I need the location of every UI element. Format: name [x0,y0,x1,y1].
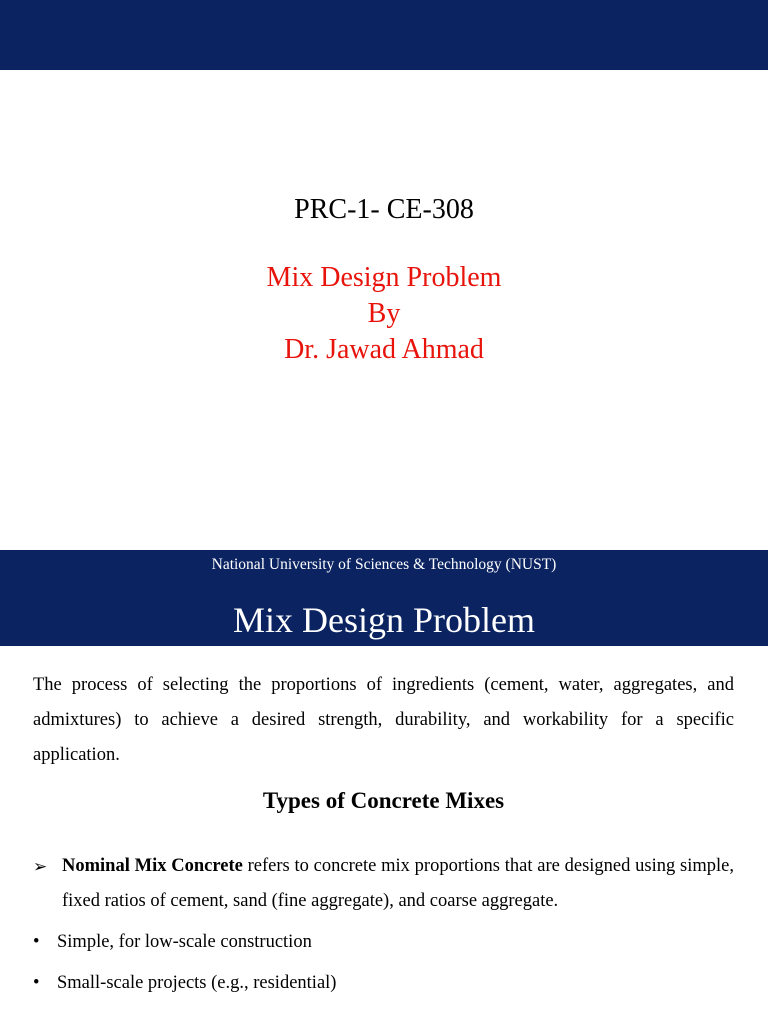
subtitle-by: By [367,298,401,329]
slide-content [33,668,734,1001]
course-code: PRC-1- CE-308 [294,194,474,225]
round-bullet-icon: • [33,932,40,952]
title-slide [0,190,768,368]
slide-header-band [0,550,768,646]
nominal-mix-item [33,849,734,919]
header-band [0,0,768,70]
subtitle-topic: Mix Design Problem [266,262,502,293]
author-name: Dr. Jawad Ahmad [284,334,484,365]
bullet-text: Simple, for low-scale construction [57,932,312,952]
section-heading: Types of Concrete Mixes [262,788,505,813]
list-item [33,925,734,960]
definition-paragraph: The process of selecting the proportions of ingredients (cement, water, aggregates, and admixtures) to achieve a desired strength, durability, and workability for a specific application. [33,675,734,765]
bullet-text: Small-scale projects (e.g., residential) [57,973,337,993]
subtitle-block [0,260,768,368]
arrowhead-bullet-icon: ➢ [33,857,48,876]
nominal-mix-term: Nominal Mix Concrete [62,856,243,876]
slide-title: Mix Design Problem [233,600,535,640]
list-item [33,966,734,1001]
university-name: National University of Sciences & Technology (NUST) [211,556,557,573]
nominal-mix-text: refers to concrete mix proportions that are designed using simple, fixed ratios of cement, sand (fine aggregate), and coarse aggregate. [62,856,734,911]
round-bullet-icon: • [33,973,40,993]
